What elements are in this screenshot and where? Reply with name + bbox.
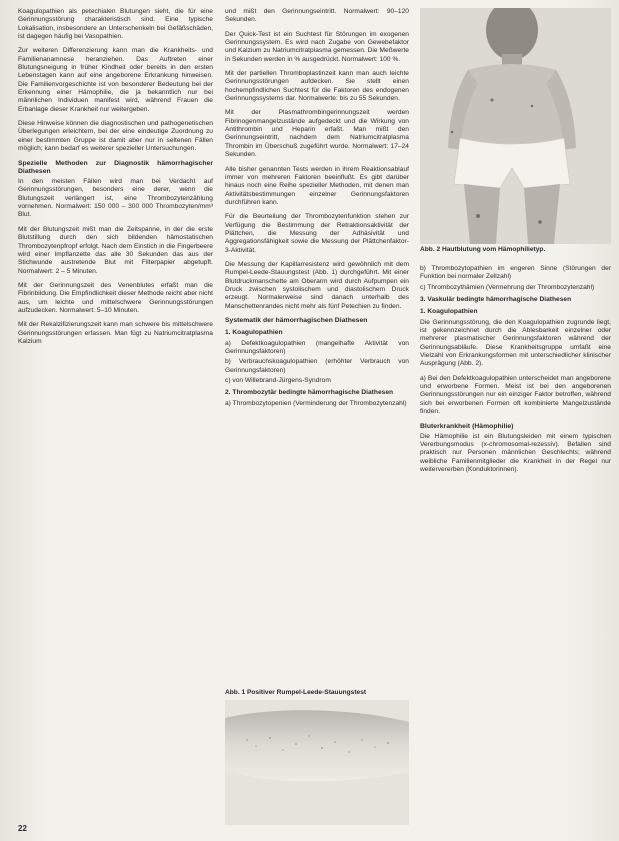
paragraph: a) Bei den Defektkoagulopathien unterscheidet man angeborene und erworbene Formen. Meist ist bei den angeborenen Gerinnungsstörungen nur ein einziger Faktor betroffen, während sich bei erworbenen Formen oft kombinierte Mangelzustände finden. (420, 374, 611, 416)
paragraph: Diese Hinweise können die diagnostischen und pathogenetischen Überlegungen erleichtern, bei der eine eindeutige Zuordnung zu einer bestimmten Gruppe ist damit aber nur in seltenen Fällen möglich; kann bedarf es weiterer spezieller Untersuchungen. (18, 120, 213, 153)
paragraph: Für die Beurteilung der Thrombozytenfunktion stehen zur Verfügung die Bestimmung der Retraktionsaktivität der Plättchen, die Messung der Adhäsivität und Aggregationsfähigkeit sowie die Messung der Plättchenfaktor-3-Aktivität. (225, 213, 409, 254)
subsection-heading: 1. Koagulopathien (225, 329, 283, 337)
section-heading: Bluterkrankheit (Hämophilie) (420, 422, 514, 430)
paragraph: Zur weiteren Differenzierung kann man die Krankheits- und Familienanamnese heranziehen. Das Auftreten einer Blutungsneigung in früher Kindheit oder bereits in den ersten Lebenstagen kann auf eine angeborene Erkrankung hinweisen. Die Familienvorgeschichte ist von besonderer Bedeutung bei der Erkennung einer Hämophilie, die ja bekanntlich nur bei männlichen Individuen manifest wird, während Frauen die Erbanlage dieser Krankheit nur weitergeben. (18, 47, 213, 113)
paragraph: Koagulopathien als petechialen Blutungen sieht, die für eine Gerinnungsstörung charakteristisch sind. Eine typische Lokalisation, insbesondere an Unterschenkeln bei Gefäßschäden, ist dagegen häufig bei Vasopathien. (18, 8, 213, 41)
paragraph: Der Quick-Test ist ein Suchtest für Störungen im exogenen Gerinnungssystem. Es wird nach Zugabe von Gewebefaktor und Kalzium zu Natriumcitratplasma gemessen. Die Meßwerte in Sekunden werden in % ausgedrückt. Normalwert: 100 %. (225, 30, 409, 63)
paragraph: und mißt den Gerinnungseintritt. Normalwert: 90–120 Sekunden. (225, 8, 409, 24)
figure-1-image (225, 700, 409, 825)
paragraph: Die Hämophilie ist ein Blutungsleiden mit einem typischen Vererbungsmodus (x-chromosomal-rezessiv). Befallen sind praktisch nur Personen männlichen Geschlechts; während weibliche Familienmitglieder die Krankheit in der Regel nur weitervererben (Konduktorinnen). (420, 432, 611, 474)
paragraph: Die Gerinnungsstörung, die den Koagulopathien zugrunde liegt, ist gekennzeichnet durch die Ablesbarkeit einzelner oder mehrerer plasmatischer Gerinnungsfaktoren während der Gerinnungsabläufe. Diese Krankheitsgruppe umfaßt eine Vielzahl von Erkrankungsformen mit unterschiedlicher klinischer Ausprägung (Abb. 2). (420, 318, 611, 368)
list-item: b) Thrombozytopathien im engeren Sinne (Störungen der Funktion bei normaler Zellzahl) (420, 265, 611, 281)
right-column (420, 265, 611, 481)
list-item: c) von Willebrand-Jürgens-Syndrom (225, 377, 331, 385)
figure-1-caption: Abb. 1 Positiver Rumpel-Leede-Stauungstest (225, 689, 367, 696)
paragraph: Alle bisher genannten Tests werden in ihrem Reaktionsablauf immer von mehreren Faktoren beeinflußt. Es gibt darüber hinaus noch eine Reihe spezieller Methoden, mit denen man Aktivitätsbestimmungen einzelner Gerinnungsfaktoren durchführen kann. (225, 165, 409, 206)
paragraph: Mit der Plasmathrombingerinnungszeit werden Fibrinogenmangelzustände aufgedeckt und die Wirkung von Antithrombin und Heparin erfaßt. Man mißt den Gerinnungseintritt, nachdem dem Natriumcitratplasma Thrombin im Überschuß zugeführt wurde. Normalwert: 17–24 Sekunden. (225, 109, 409, 159)
paragraph: Mit der Gerinnungszeit des Venenblutes erfaßt man die Fibrinbildung. Die Empfindlichkeit dieser Methode reicht aber nicht aus, um leichte und mittelschwere Gerinnungsstörungen aufzudecken. Normalwert: 5–10 Minuten. (18, 281, 213, 314)
section-heading: Systematik der hämorrhagischen Diathesen (225, 317, 368, 324)
paragraph: Die Messung der Kapillarresistenz wird gewöhnlich mit dem Rumpel-Leede-Stauungstest (Abb. 1) durchgeführt. Mit einer Blutdruckmanschette am Oberarm wird durch Aufpumpen ein Druck zwischen systolischem und diastolischem Druck erzeugt. Normalerweise sind danach unterhalb des Manschettenrandes nicht mehr als fünf Petechien zu finden. (225, 260, 409, 310)
subsection-heading: 1. Koagulopathien (420, 308, 478, 316)
middle-column (225, 8, 409, 410)
figure-2-caption: Abb. 2 Hautblutung vom Hämophilietyp. (420, 246, 546, 253)
arm-photo-graphic (225, 700, 409, 825)
list-item: b) Verbrauchskoagulopathien (erhöhter Verbrauch von Gerinnungsfaktoren) (225, 358, 409, 374)
subsection-heading: 3. Vaskulär bedingte hämorrhagische Diathesen (420, 296, 572, 304)
list-item: a) Defektkoagulopathien (mangelhafte Aktivität von Gerinnungsfaktoren) (225, 339, 409, 355)
list-item: c) Thrombozythämien (Vermehrung der Thrombozytenzahl) (420, 283, 595, 291)
paragraph: Mit der Blutungszeit mißt man die Zeitspanne, in der die erste Blutstillung durch den sich bildenden hämostatischen Thrombozytenpfropf erfolgt. Nach dem Einstich in die Fingerbeere wird einer Impflanzette das alle 30 Sekunden das aus der Stichwunde austretende Blut mit Filterpapier abgetupft. Normalwert: 2 – 5 Minuten. (18, 225, 213, 275)
paragraph: In den meisten Fällen wird man bei Verdacht auf Gerinnungsstörungen, besonders eine derer, wenn die Blutungszeit verlängert ist, eine Thrombozytenzählung vornehmen. Normalwert: 150 000 – 300 000 Thrombozyten/mm³ Blut. (18, 178, 213, 219)
section-heading: Spezielle Methoden zur Diagnostik hämorrhagischer Diathesen (18, 159, 213, 175)
figure-2-image (420, 8, 611, 244)
patient-photo-graphic (420, 8, 611, 244)
paragraph: Mit der partiellen Thromboplastinzeit kann man auch leichte Gerinnungsstörungen aufdecken. Sie stellt einen hochempfindlichen Suchtest für die Faktoren des endogenen Gerinnungssystems dar. Normalwerte: bis zu 55 Sekunden. (225, 70, 409, 103)
page-number: 22 (18, 824, 27, 833)
list-item: a) Thrombozytopenien (Verminderung der Thrombozytenzahl) (225, 399, 407, 407)
subsection-heading: 2. Thrombozytär bedingte hämorrhagische Diathesen (225, 389, 394, 397)
paragraph: Mit der Rekalzifizierungszeit kann man schwere bis mittelschwere Gerinnungsstörungen erfassen. Man fügt zu Natriumcitratplasma Kalzium (18, 321, 213, 345)
left-column (18, 8, 213, 352)
